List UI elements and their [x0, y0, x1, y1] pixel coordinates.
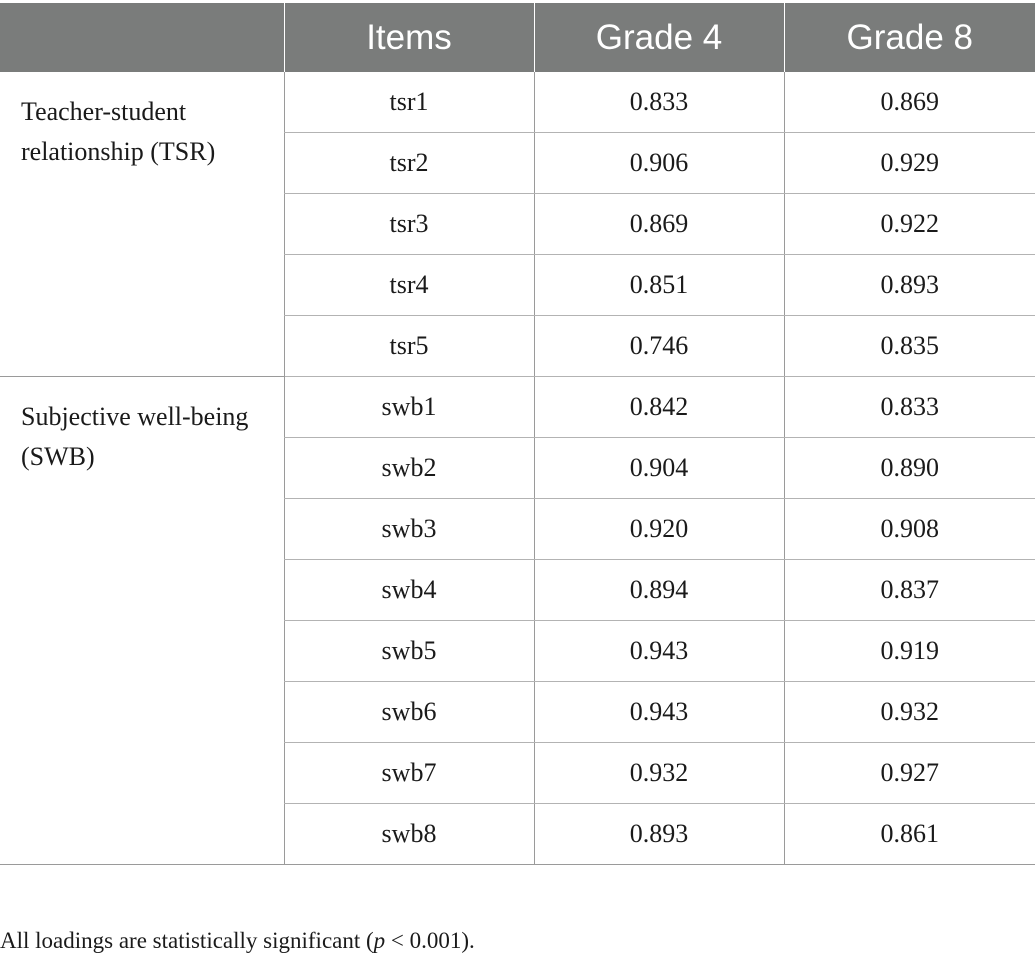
header-construct	[0, 3, 284, 72]
item-cell: swb2	[284, 438, 534, 499]
header-grade-8: Grade 8	[784, 3, 1035, 72]
grade-8-loading: 0.922	[784, 194, 1035, 255]
table-row	[0, 377, 1035, 438]
grade-8-loading: 0.833	[784, 377, 1035, 438]
grade-8-loading: 0.893	[784, 255, 1035, 316]
grade-4-loading: 0.943	[534, 682, 784, 743]
item-cell: tsr2	[284, 133, 534, 194]
item-cell: tsr5	[284, 316, 534, 377]
table-row	[0, 72, 1035, 133]
grade-8-loading: 0.927	[784, 743, 1035, 804]
grade-4-loading: 0.869	[534, 194, 784, 255]
item-cell: swb6	[284, 682, 534, 743]
grade-4-loading: 0.920	[534, 499, 784, 560]
construct-label: Teacher-student relationship (TSR)	[0, 72, 284, 377]
grade-8-loading: 0.929	[784, 133, 1035, 194]
factor-loadings-table	[0, 3, 1035, 865]
grade-8-loading: 0.890	[784, 438, 1035, 499]
grade-4-loading: 0.851	[534, 255, 784, 316]
header-items: Items	[284, 3, 534, 72]
grade-4-loading: 0.894	[534, 560, 784, 621]
item-cell: swb1	[284, 377, 534, 438]
item-cell: swb8	[284, 804, 534, 865]
grade-4-loading: 0.842	[534, 377, 784, 438]
grade-4-loading: 0.904	[534, 438, 784, 499]
grade-8-loading: 0.908	[784, 499, 1035, 560]
footnote-prefix: All loadings are statistically significant (	[0, 928, 374, 953]
item-cell: swb5	[284, 621, 534, 682]
grade-4-loading: 0.906	[534, 133, 784, 194]
header-row	[0, 3, 1035, 72]
item-cell: tsr3	[284, 194, 534, 255]
grade-4-loading: 0.943	[534, 621, 784, 682]
footnote-suffix: < 0.001).	[385, 928, 475, 953]
item-cell: swb7	[284, 743, 534, 804]
item-cell: tsr1	[284, 72, 534, 133]
item-cell: tsr4	[284, 255, 534, 316]
grade-4-loading: 0.932	[534, 743, 784, 804]
grade-4-loading: 0.893	[534, 804, 784, 865]
grade-8-loading: 0.932	[784, 682, 1035, 743]
grade-8-loading: 0.837	[784, 560, 1035, 621]
item-cell: swb3	[284, 499, 534, 560]
item-cell: swb4	[284, 560, 534, 621]
grade-4-loading: 0.746	[534, 316, 784, 377]
grade-8-loading: 0.861	[784, 804, 1035, 865]
footnote-p-symbol: p	[373, 928, 386, 953]
grade-4-loading: 0.833	[534, 72, 784, 133]
grade-8-loading: 0.835	[784, 316, 1035, 377]
construct-label: Subjective well-being (SWB)	[0, 377, 284, 865]
table-body	[0, 72, 1035, 865]
header-grade-4: Grade 4	[534, 3, 784, 72]
table-footnote	[0, 928, 475, 954]
grade-8-loading: 0.919	[784, 621, 1035, 682]
grade-8-loading: 0.869	[784, 72, 1035, 133]
table-header	[0, 3, 1035, 72]
